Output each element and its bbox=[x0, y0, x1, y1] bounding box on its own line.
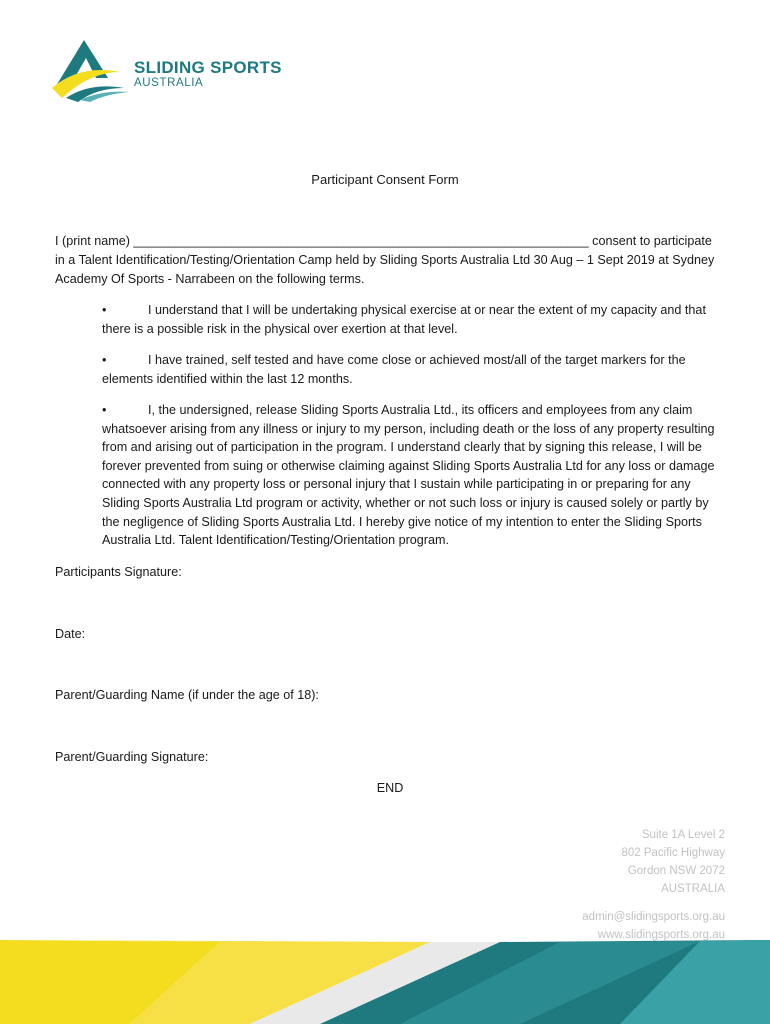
logo-mark-icon bbox=[50, 38, 132, 102]
bullet-text: I have trained, self tested and have come close or achieved most/all of the target markers for the elements identified within the last 12 months. bbox=[102, 353, 686, 386]
address-line-3: Gordon NSW 2072 bbox=[627, 865, 725, 877]
bullet-mark: • bbox=[102, 303, 107, 317]
logo-title: SLIDING SPORTS bbox=[134, 58, 282, 77]
logo-subtitle: AUSTRALIA bbox=[134, 77, 204, 89]
sliding-sports-logo bbox=[50, 38, 320, 102]
end-label: END bbox=[376, 781, 404, 795]
website-link[interactable]: www.slidingsports.org.au bbox=[597, 929, 725, 941]
bullet-text: I understand that I will be undertaking physical exercise at or near the extent of my capacity and that there is a possible risk in the physical over exertion at that level. bbox=[102, 303, 706, 336]
bullet-mark: • bbox=[102, 353, 107, 367]
intro-paragraph: I (print name) _________________________________________________________________ consent to participate in a Talent Identification/Testing/Orientation Camp held by Sliding Sports Australia Ltd 30 Aug – 1 Sept 2019 at Sydney Academy Of Sports - Narrabeen on the following terms. bbox=[55, 234, 715, 287]
consent-bullet-1 bbox=[102, 301, 722, 338]
parent-signature-label: Parent/Guarding Signature: bbox=[55, 750, 209, 764]
bullet-mark: • bbox=[102, 403, 107, 417]
date-label: Date: bbox=[55, 627, 86, 641]
form-title: Participant Consent Form bbox=[311, 172, 459, 187]
address-block bbox=[582, 826, 725, 944]
consent-bullet-2 bbox=[102, 351, 722, 388]
footer-swoosh-graphic bbox=[0, 930, 770, 1024]
address-line-2: 802 Pacific Highway bbox=[621, 847, 725, 859]
parent-name-label: Parent/Guarding Name (if under the age of 18): bbox=[55, 688, 319, 702]
address-line-4: AUSTRALIA bbox=[661, 883, 725, 895]
participant-signature-label: Participants Signature: bbox=[55, 565, 182, 579]
address-line-1: Suite 1A Level 2 bbox=[641, 829, 725, 841]
bullet-text: I, the undersigned, release Sliding Sports Australia Ltd., its officers and employees from any claim whatsoever arising from any illness or injury to my person, including death or the loss of any property resulting from and arising out of participation in the program. I understand clearly that by signing this release, I will be forever prevented from suing or otherwise claiming against Sliding Sports Australia Ltd for any loss or damage connected with any property loss or personal injury that I sustain while participating in or preparing for any Sliding Sports Australia Ltd program or activity, whether or not such loss or injury is caused solely or partly by the negligence of Sliding Sports Australia Ltd. I hereby give notice of my intention to enter the Sliding Sports Australia Ltd. Talent Identification/Testing/Orientation program. bbox=[102, 403, 715, 548]
consent-bullet-3 bbox=[102, 401, 722, 550]
email-link[interactable]: admin@slidingsports.org.au bbox=[582, 911, 725, 923]
